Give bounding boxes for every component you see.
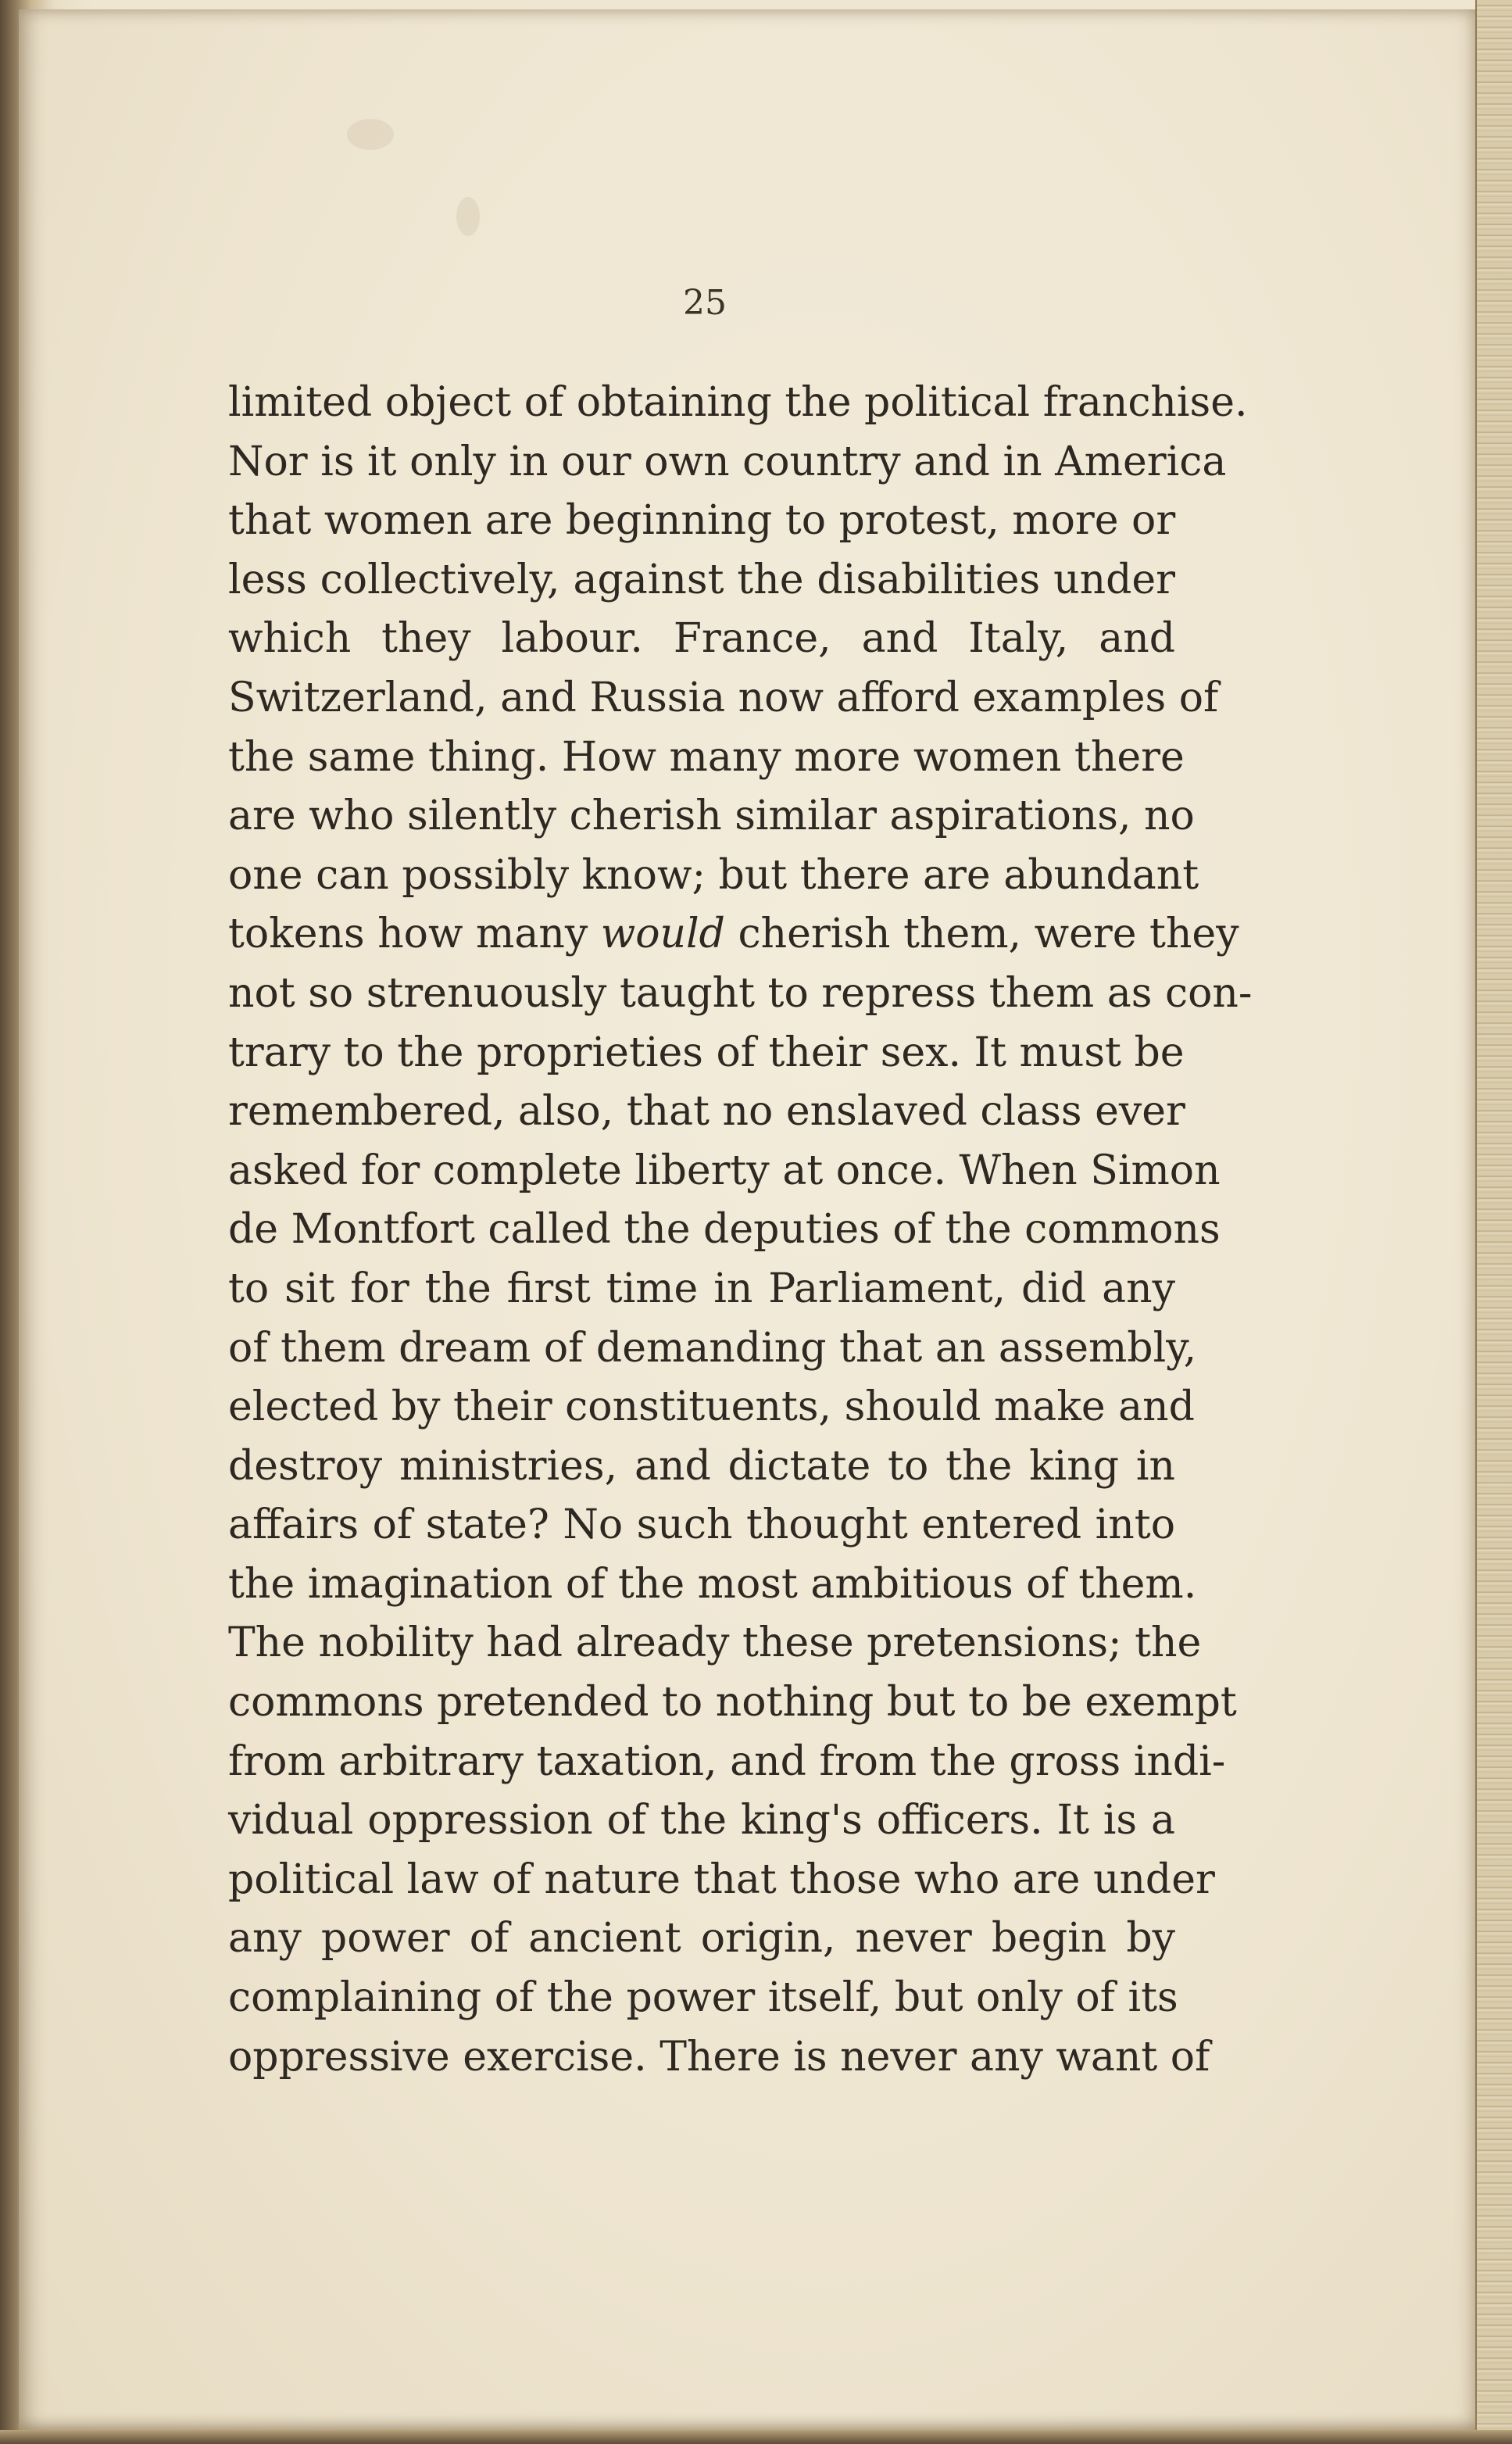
paper-stain	[347, 119, 394, 150]
text-line: the same thing. How many more women there	[228, 733, 1185, 781]
text-line: Switzerland, and Russia now afford examples of	[228, 674, 1219, 721]
text-line: are who silently cherish similar aspirations, no	[228, 793, 1195, 840]
text-line: commons pretended to nothing but to be exempt	[228, 1679, 1237, 1727]
text-line: one can possibly know; but there are abundant	[228, 851, 1199, 899]
text-line: that women are beginning to protest, more or	[228, 497, 1176, 545]
text-line: of them dream of demanding that an assembly,	[228, 1324, 1197, 1372]
book-bottom-edge	[0, 2430, 1512, 2444]
page-number: 25	[683, 283, 727, 323]
text-line: The nobility had already these pretensions; the	[228, 1619, 1202, 1667]
text-line: not so strenuously taught to repress them as con-	[228, 969, 1253, 1017]
text-line: asked for complete liberty at once. When Simon	[228, 1147, 1221, 1194]
text-line: affairs of state? No such thought entered into	[228, 1501, 1175, 1549]
paper-stain	[456, 197, 480, 236]
text-line: the imagination of the most ambitious of them.	[228, 1560, 1197, 1608]
text-run: tokens how many	[228, 911, 601, 958]
italic-word: would	[600, 911, 725, 958]
text-line: destroy ministries, and dictate to the king in	[228, 1442, 1175, 1490]
body-text	[228, 374, 1253, 2087]
text-line: less collectively, against the disabilities under	[228, 556, 1175, 603]
text-line: political law of nature that those who are under	[228, 1855, 1215, 1903]
text-line: elected by their constituents, should make and	[228, 1383, 1195, 1431]
text-line: limited object of obtaining the political franchise.	[228, 379, 1248, 426]
text-line: which they labour. France, and Italy, and	[228, 615, 1175, 663]
text-line: de Montfort called the deputies of the commons	[228, 1206, 1221, 1254]
text-line: trary to the proprieties of their sex. It must be	[228, 1029, 1185, 1076]
text-line: oppressive exercise. There is never any want of	[228, 2033, 1210, 2081]
page-edges	[1475, 0, 1512, 2444]
text-line: from arbitrary taxation, and from the gross indi-	[228, 1737, 1226, 1785]
text-line: to sit for the first time in Parliament, did any	[228, 1265, 1175, 1312]
text-line: Nor is it only in our own country and in America	[228, 438, 1227, 485]
text-line: complaining of the power itself, but only of its	[228, 1974, 1178, 2022]
text-line: vidual oppression of the king's officers. It is a	[228, 1797, 1175, 1845]
text-line	[228, 905, 1239, 964]
text-run: cherish them, were they	[724, 911, 1239, 958]
text-line: remembered, also, that no enslaved class ever	[228, 1088, 1185, 1136]
text-line: any power of ancient origin, never begin by	[228, 1915, 1175, 1963]
